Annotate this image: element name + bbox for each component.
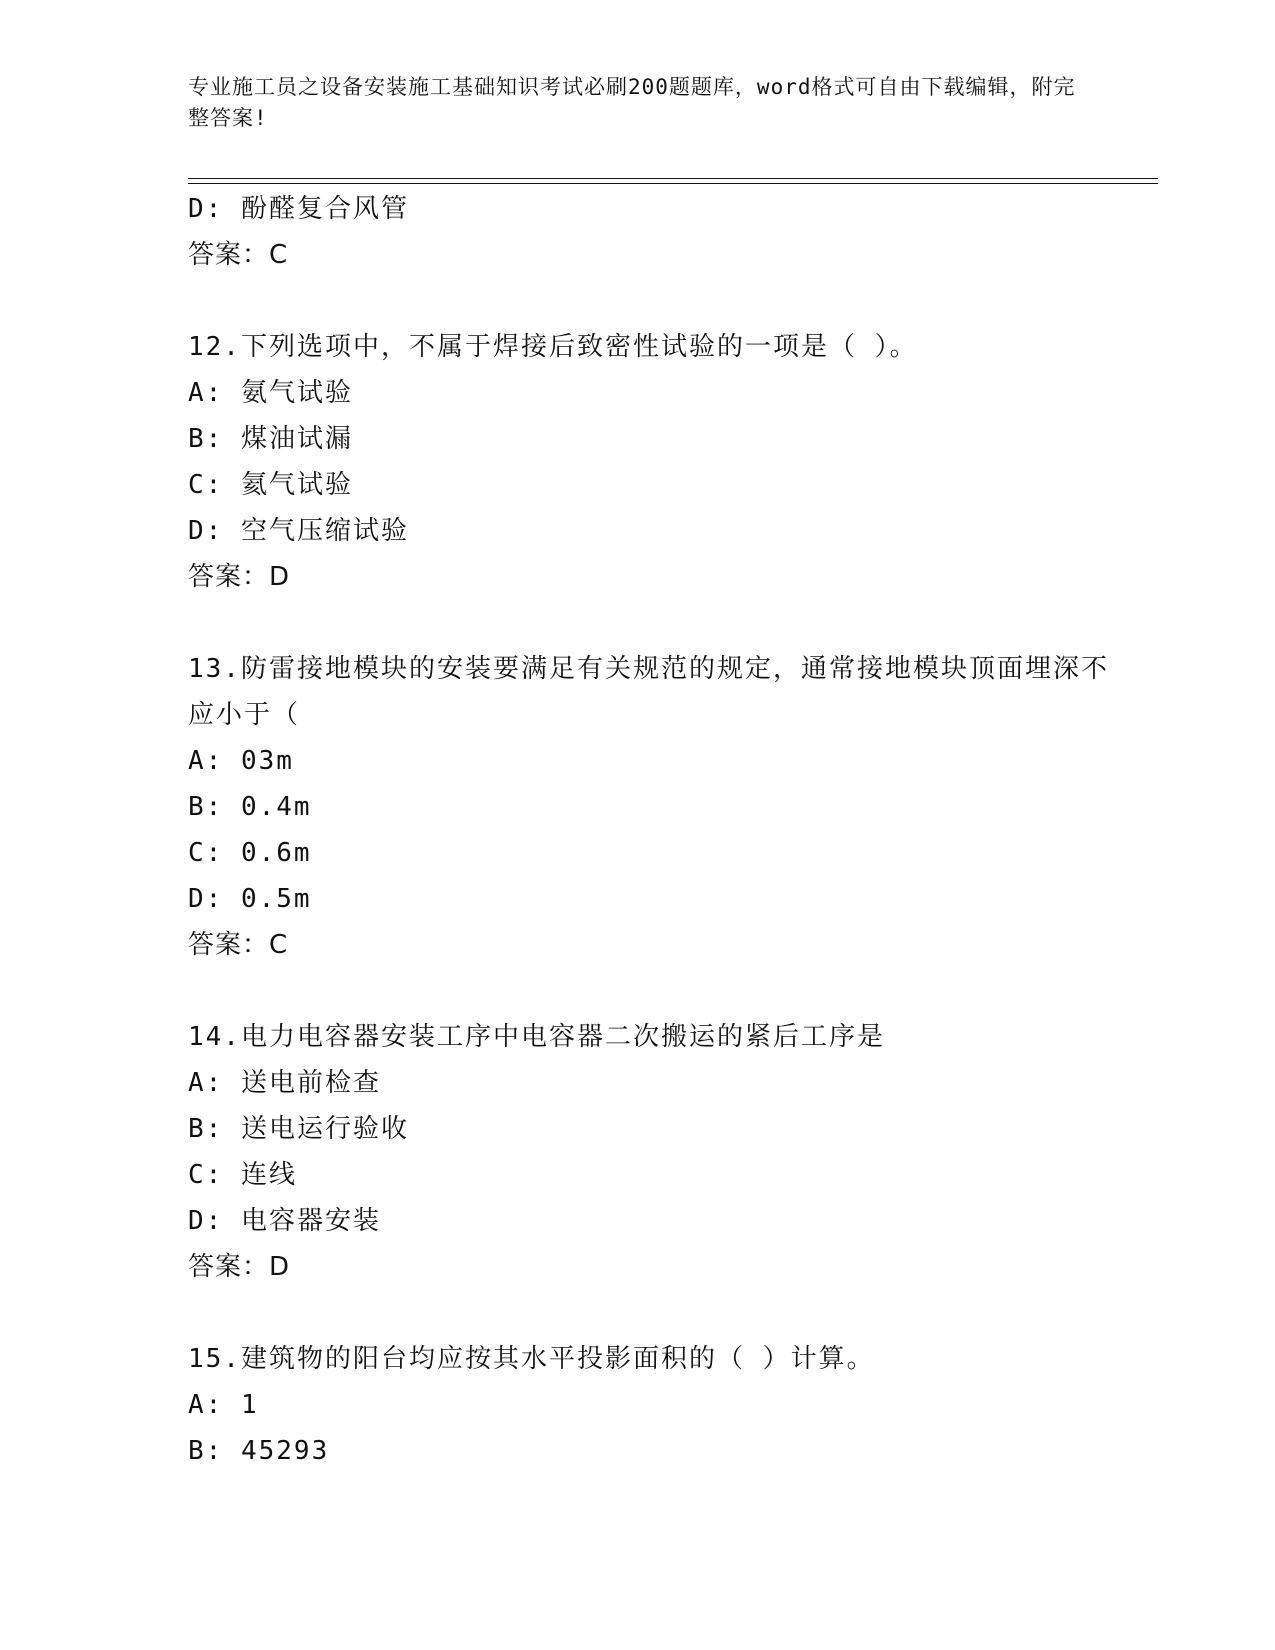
question-12	[188, 324, 1128, 600]
option-a: A: 03m	[188, 746, 294, 776]
question-text: 13.防雷接地模块的安装要满足有关规范的规定，通常接地模块顶面埋深不应小于（	[188, 654, 1109, 730]
answer: 答案：C	[188, 930, 289, 960]
option-b: B: 45293	[188, 1436, 330, 1466]
question-text: 12.下列选项中，不属于焊接后致密性试验的一项是（ ）。	[188, 332, 918, 362]
answer: 答案：D	[188, 1252, 291, 1282]
option-d: D: 电容器安装	[188, 1206, 381, 1236]
header-rule-top	[188, 178, 1158, 179]
option-c: C: 0.6m	[188, 838, 312, 868]
question-14	[188, 1014, 1128, 1290]
option-a: A: 氨气试验	[188, 378, 353, 408]
document-header: 专业施工员之设备安装施工基础知识考试必刷200题题库，word格式可自由下载编辑，附完整答案!	[188, 75, 1076, 130]
answer: 答案：D	[188, 562, 291, 592]
question-text: 15.建筑物的阳台均应按其水平投影面积的（ ）计算。	[188, 1344, 875, 1374]
option-a: A: 1	[188, 1390, 259, 1420]
option-d: D: 0.5m	[188, 884, 312, 914]
option-d: D: 空气压缩试验	[188, 516, 409, 546]
option-b: B: 0.4m	[188, 792, 312, 822]
answer: 答案：C	[188, 240, 289, 270]
question-15	[188, 1336, 1128, 1474]
question-list	[188, 186, 1128, 1474]
question-text: 14.电力电容器安装工序中电容器二次搬运的紧后工序是	[188, 1022, 885, 1052]
option-c: C: 氦气试验	[188, 470, 353, 500]
question-13	[188, 646, 1128, 968]
option-b: B: 煤油试漏	[188, 424, 353, 454]
option-b: B: 送电运行验收	[188, 1114, 409, 1144]
option-a: A: 送电前检查	[188, 1068, 381, 1098]
option-d: D: 酚醛复合风管	[188, 194, 409, 224]
option-c: C: 连线	[188, 1160, 297, 1190]
header-rule-bottom	[188, 183, 1158, 184]
